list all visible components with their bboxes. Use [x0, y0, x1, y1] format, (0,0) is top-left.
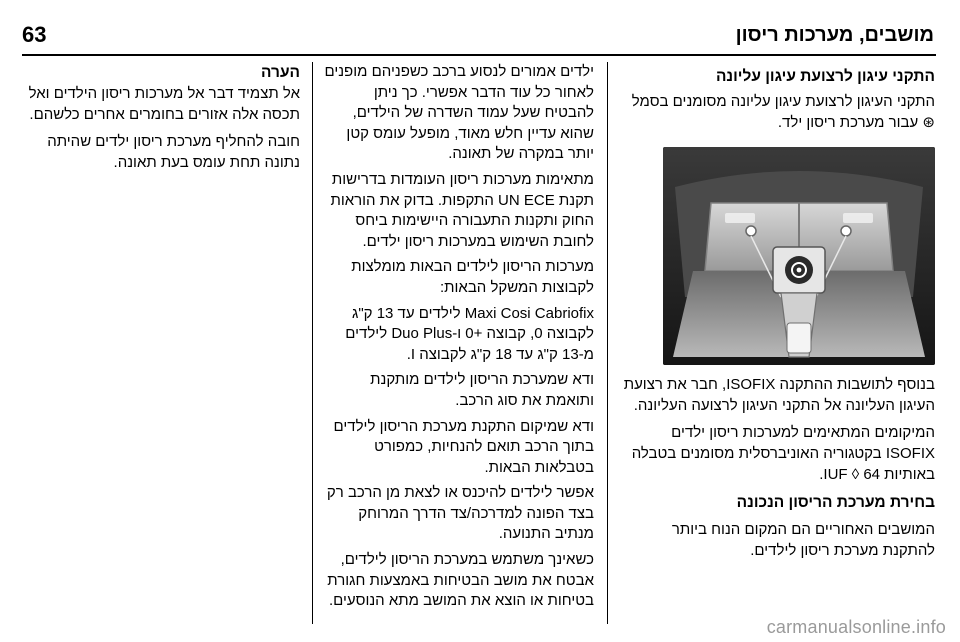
section-heading-choosing-system: בחירת מערכת הריסון הנכונה	[736, 494, 935, 512]
page-header	[0, 0, 960, 62]
paragraph-installation-position: ודא שמיקום התקנת מערכת הריסון לילדים בתוך הרכב תואם להנחיות, כמפורט בטבלאות הבאות.	[333, 417, 594, 476]
page-number: 63	[22, 22, 47, 47]
paragraph-isofix-positions: המיקומים המתאימים למערכות ריסון ילדים ISOFIX בקטגוריה האוניברסלית מסומנים בטבלה באותיות IUF ◊ 64.	[631, 424, 935, 483]
paragraph-top-tether-symbol: התקני העיגון לרצועת עיגון עליונה מסומנים בסמל ⊛ עבור מערכת ריסון ילד.	[631, 93, 935, 131]
paragraph-isofix-tether: בנוסף לתושבות ההתקנה ISOFIX, חבר את רצועת העיגון העליונה אל התקני העיגון לרצועה העליונה.	[623, 376, 935, 414]
note-paragraph-replace: חובה להחליף מערכת ריסון ילדים שהיתה נתונה תחת עומס בעת תאונה.	[47, 133, 300, 171]
paragraph-rear-seats: המושבים האחוריים הם המקום הנוח ביותר להתקנת מערכת ריסון לילדים.	[671, 521, 935, 559]
paragraph-compatibility: ודא שמערכת הריסון לילדים מותקנת ותואמת את סוג הרכב.	[370, 371, 594, 409]
paragraph-exit-side: אפשר לילדים להיכנס או לצאת מן הרכב רק בצד הפונה למדרכה/צד הדרך המרוחק מנתיב התנועה.	[326, 484, 594, 543]
cargo-area-illustration	[663, 147, 935, 365]
column-left	[28, 62, 300, 180]
paragraph-recommended: מערכות הריסון לילדים הבאות מומלצות לקבוצות המשקל הבאות:	[351, 258, 594, 296]
note-heading: הערה	[261, 64, 300, 81]
section-heading-top-tether: התקני עיגון לרצועת עיגון עליונה	[715, 68, 935, 85]
paragraph-seat-models: Maxi Cosi Cabriofix לילדים עד 13 ק"ג לקבוצה 0, קבוצה +0 ו-Duo Plus לילדים מ-13 ק"ג עד 18 ק"ג לקבוצה I.	[345, 304, 594, 363]
running-title: מושבים, מערכות ריסון	[735, 24, 934, 46]
column-right	[620, 62, 935, 568]
paragraph-rear-facing: ילדים אמורים לנסוע ברכב כשפניהם מופנים לאחור כל עוד הדבר אפשרי. כך ניתן להבטיח שעל עמוד השדרה של הילדים, שהוא עדיין חלש מאוד, מופעל עומס קטן יותר במקרה של תאונה.	[324, 63, 594, 163]
note-paragraph-cover: אל תצמיד דבר אל מערכות ריסון הילדים ואל תכסה אלה אזורים בחומרים אחרים כלשהם.	[28, 85, 300, 123]
paragraph-un-ece: מתאימות מערכות ריסון העומדות בדרישות תקנת UN ECE התקפות. בדוק את הוראות החוק ותקנות התעבורה היישימות ביחס לחובת השימוש במערכות ריסון ילדים.	[330, 170, 594, 250]
header-rule	[22, 54, 936, 56]
paragraph-secure-when-unused: כשאינך משתמש במערכת הריסון לילדים, אבטח את מושב הבטיחות באמצעות חגורת בטיחות או הוצא את המושב מתא הנוסעים.	[327, 551, 594, 610]
column-middle	[322, 62, 594, 617]
cargo-area-photo	[663, 147, 935, 365]
watermark: carmanualsonline.info	[766, 617, 946, 637]
column-divider-left	[312, 62, 313, 624]
column-divider-right	[607, 62, 608, 624]
